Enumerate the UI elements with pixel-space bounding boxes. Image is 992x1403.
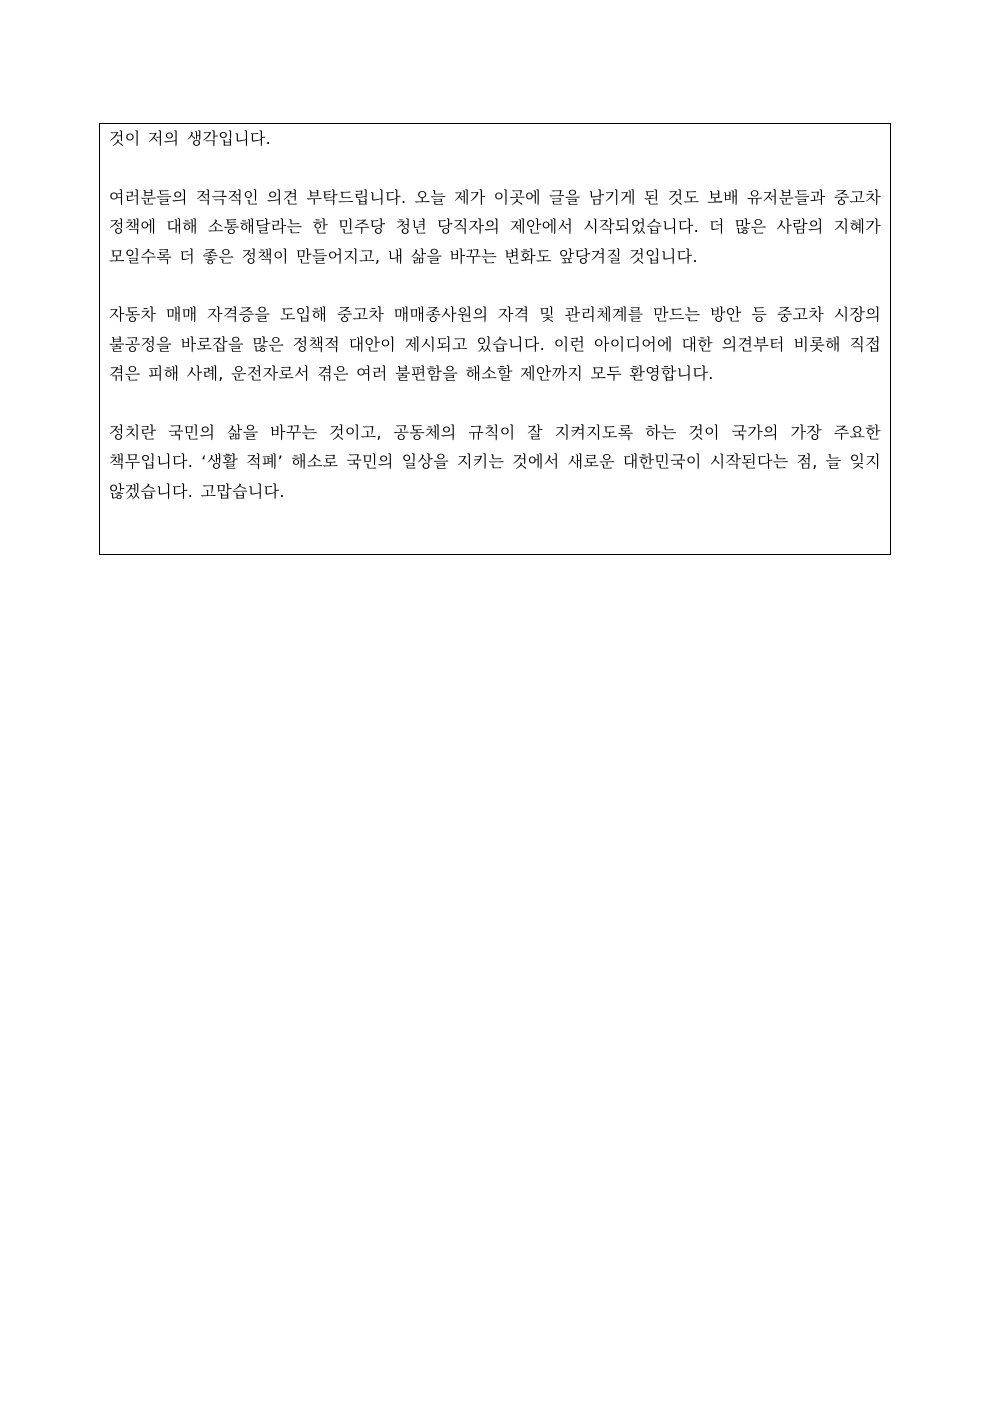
paragraph-spacer (109, 153, 881, 182)
paragraph-3: 자동차 매매 자격증을 도입해 중고차 매매종사원의 자격 및 관리체계를 만드는 방안 등 중고차 시장의 불공정을 바로잡을 많은 정책적 대안이 제시되고 있습니다. 이런 아이디어에 대한 의견부터 비롯해 직접 겪은 피해 사례, 운전자로서 겪은 여러 불편함을 해소할 제안까지 모두 환영합니다. (109, 305, 881, 384)
paragraph-spacer (109, 389, 881, 418)
paragraph-spacer (109, 271, 881, 300)
letter-text-box (99, 123, 891, 555)
paragraph-1: 것이 저의 생각입니다. (109, 129, 271, 148)
paragraph-4: 정치란 국민의 삶을 바꾸는 것이고, 공동체의 규칙이 잘 지켜지도록 하는 것이 국가의 가장 주요한 책무입니다. ‘생활 적폐’ 해소로 국민의 일상을 지키는 것에서 새로운 대한민국이 시작된다는 점, 늘 잊지 않겠습니다. 고맙습니다. (109, 423, 881, 501)
paragraph-2: 여러분들의 적극적인 의견 부탁드립니다. 오늘 제가 이곳에 글을 남기게 된 것도 보배 유저분들과 중고차 정책에 대해 소통해달라는 한 민주당 청년 당직자의 제안에서 시작되었습니다. 더 많은 사람의 지혜가 모일수록 더 좋은 정책이 만들어지고, 내 삶을 바꾸는 변화도 앞당겨질 것입니다. (109, 187, 881, 266)
